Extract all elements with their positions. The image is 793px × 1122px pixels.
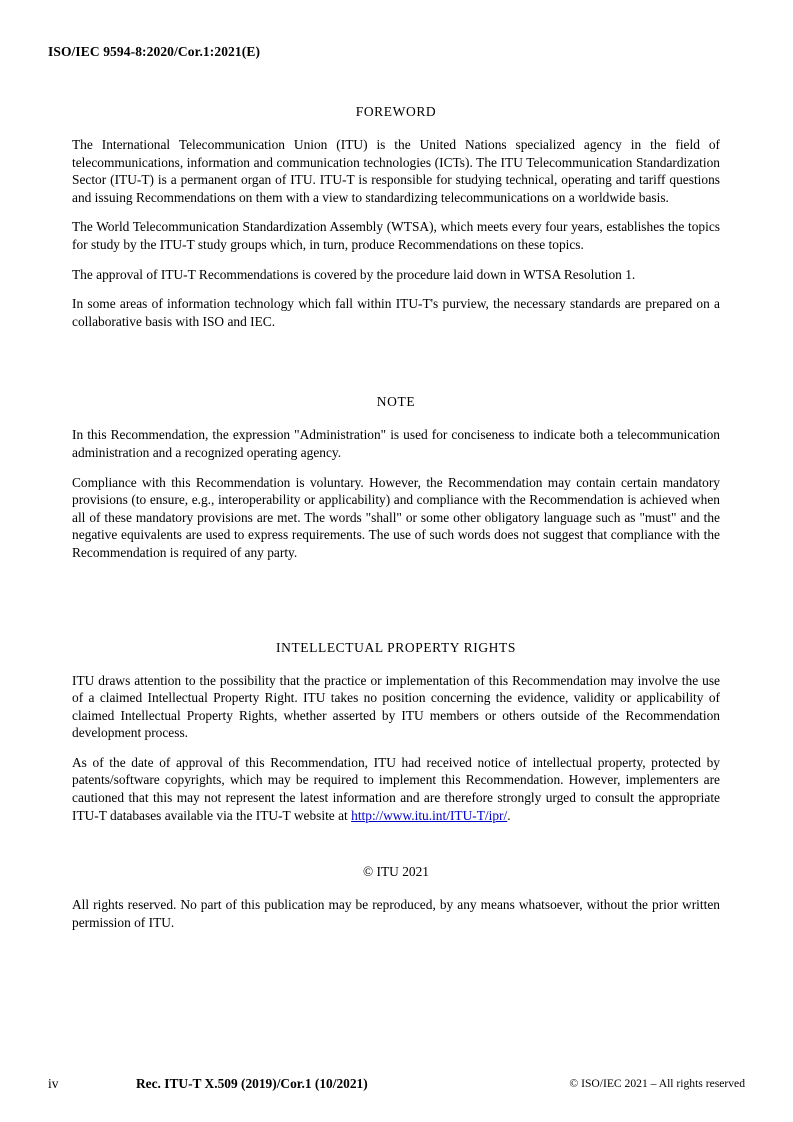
ipr-paragraph-with-link	[72, 754, 720, 824]
ipr-paragraph: ITU draws attention to the possibility that the practice or implementation of this Recommendation may involve the use of a claimed Intellectual Property Right. ITU takes no position concerning the evidence, validity or applicability of claimed Intellectual Property Rights, whether asserted by ITU members or others outside of the Recommendation development process.	[72, 672, 720, 741]
itu-ipr-link[interactable]: http://www.itu.int/ITU-T/ipr/	[351, 807, 508, 823]
footer-page-number: iv	[48, 1076, 59, 1091]
document-body	[72, 104, 720, 931]
footer-recommendation-reference: Rec. ITU-T X.509 (2019)/Cor.1 (10/2021)	[136, 1076, 368, 1091]
note-paragraph: Compliance with this Recommendation is voluntary. However, the Recommendation may contain certain mandatory provisions (to ensure, e.g., interoperability or applicability) and compliance with the Recommendation is achieved when all of these mandatory provisions are met. The words "shall" or some other obligatory language such as "must" and the negative equivalents are used to express requirements. The use of such words does not suggest that compliance with the Recommendation is required of any party.	[72, 474, 720, 560]
note-paragraph: In this Recommendation, the expression "Administration" is used for conciseness to indicate both a telecommunication administration and a recognized operating agency.	[72, 427, 720, 460]
section-spacer	[72, 330, 720, 394]
footer-rights-statement: © ISO/IEC 2021 – All rights reserved	[569, 1077, 745, 1090]
copyright-paragraph: All rights reserved. No part of this publication may be reproduced, by any means whatsoever, without the prior written permission of ITU.	[72, 897, 720, 930]
foreword-paragraph: The approval of ITU-T Recommendations is covered by the procedure laid down in WTSA Resolution 1.	[72, 266, 636, 282]
section-copyright	[72, 864, 720, 931]
ipr-text-after-link: .	[507, 807, 511, 823]
section-foreword	[72, 104, 720, 330]
section-note	[72, 394, 720, 561]
ipr-title: INTELLECTUAL PROPERTY RIGHTS	[276, 639, 516, 655]
ipr-text-before-link: As of the date of approval of this Recommendation, ITU had received notice of intellectual property, protected by patents/software copyrights, which may be required to implement this Recommendation. However, implementers are cautioned that this may not represent the latest information and are therefore strongly urged to consult the appropriate ITU-T databases available via the ITU-T website at	[72, 754, 720, 823]
document-identifier: ISO/IEC 9594-8:2020/Cor.1:2021(E)	[48, 44, 261, 59]
foreword-paragraph: The World Telecommunication Standardization Assembly (WTSA), which meets every four years, establishes the topics for study by the ITU-T study groups which, in turn, produce Recommendations on these topics.	[72, 219, 720, 252]
page-footer	[48, 1076, 745, 1094]
copyright-notice: © ITU 2021	[363, 864, 429, 880]
foreword-paragraph: In some areas of information technology which fall within ITU-T's purview, the necessary standards are prepared on a collaborative basis with ISO and IEC.	[72, 296, 720, 329]
foreword-title: FOREWORD	[355, 104, 437, 119]
section-spacer	[72, 562, 720, 640]
note-title: NOTE	[376, 394, 416, 410]
foreword-paragraph: The International Telecommunication Union (ITU) is the United Nations specialized agency in the field of telecommunications, information and communication technologies (ICTs). The ITU Telecommunication Standardization Sector (ITU-T) is a permanent organ of ITU. ITU-T is responsible for studying technical, operating and tariff questions and issuing Recommendations on them with a view to standardizing telecommunications on a worldwide basis.	[72, 137, 720, 205]
section-spacer	[72, 824, 720, 864]
section-intellectual-property-rights	[72, 640, 720, 825]
